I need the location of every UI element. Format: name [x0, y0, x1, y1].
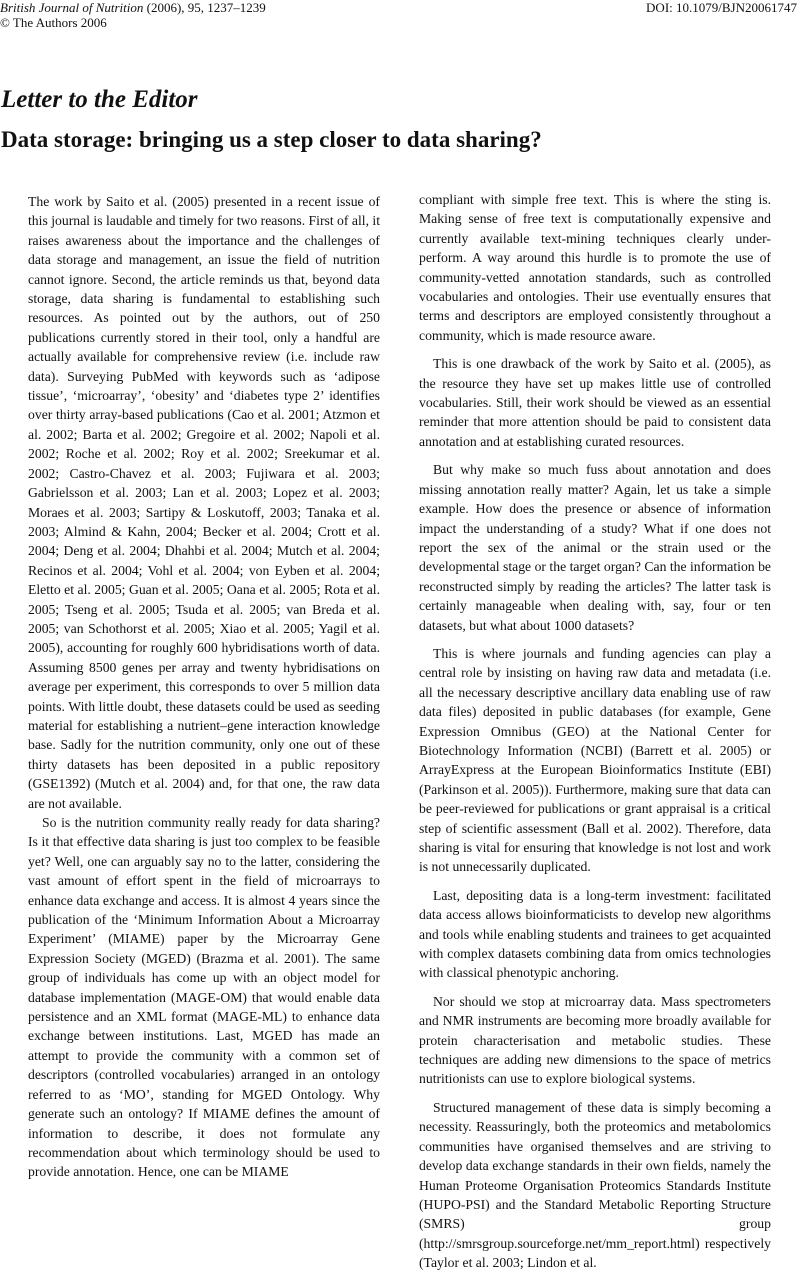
- right-column: [419, 190, 771, 1273]
- paragraph: The work by Saito et al. (2005) presented in a recent issue of this journal is laudable and timely for two reasons. First of all, it raises awareness about the importance and the challenges of data storage and management, an issue the field of nutrition cannot ignore. Second, the article reminds us that, beyond data storage, data sharing is fundamental to establishing such resources. As pointed out by the authors, out of 250 publications currently stored in their tool, only a handful are actually available for comprehensive review (i.e. include raw data). Surveying PubMed with keywords such as ‘adipose tissue’, ‘microarray’, ‘obesity’ and ‘diabetes type 2’ identifies over thirty array-based publications (Cao et al. 2001; Atzmon et al. 2002; Barta et al. 2002; Gregoire et al. 2002; Napoli et al. 2002; Roche et al. 2002; Roy et al. 2002; Sreekumar et al. 2002; Castro-Chavez et al. 2003; Fujiwara et al. 2003; Gabrielsson et al. 2003; Lan et al. 2003; Lopez et al. 2003; Moraes et al. 2003; Sartipy & Loskutoff, 2003; Tanaka et al. 2003; Almind & Kahn, 2004; Becker et al. 2004; Crott et al. 2004; Deng et al. 2004; Dhahbi et al. 2004; Mutch et al. 2004; Recinos et al. 2004; Vohl et al. 2004; von Eyben et al. 2004; Eletto et al. 2005; Guan et al. 2005; Oana et al. 2005; Rota et al. 2005; Tseng et al. 2005; Tsuda et al. 2005; van Breda et al. 2005; van Schothorst et al. 2005; Xiao et al. 2005; Yagil et al. 2005), accounting for roughly 600 hybridisations worth of data. Assuming 8500 genes per array and twenty hybridisations on average per experiment, this corresponds to over 5 million data points. With little doubt, these datasets could be used as seeding material for establishing a nutrient–gene interaction knowledge base. Sadly for the nutrition community, only one out of these thirty datasets has been deposited in a public repository (GSE1392) (Mutch et al. 2004) and, for that one, the raw data are not available.: [28, 194, 381, 811]
- left-column: [28, 192, 380, 1182]
- paragraph: Nor should we stop at microarray data. Mass spectrometers and NMR instruments are becoming more broadly available for protein characterisation and metabolic studies. These techniques are adding new dimensions to the space of metrics nutritionists can use to explore biological systems.: [419, 993, 771, 1087]
- journal-citation: [0, 0, 266, 15]
- paragraph: Last, depositing data is a long-term investment: facilitated data access allows bioinformaticists to develop new algorithms and tools while enabling students and trainees to get acquainted with complex datasets combining data from omics technologies with classical phenotypic anchoring.: [419, 887, 771, 981]
- copyright-notice: © The Authors 2006: [0, 15, 107, 30]
- section-label: Letter to the Editor: [1, 86, 198, 113]
- paragraph: compliant with simple free text. This is where the sting is. Making sense of free text is computationally expensive and currently available text-mining techniques clearly under-perform. A way around this hurdle is to promote the use of community-vetted annotation standards, such as controlled vocabularies and ontologies. Their use eventually ensures that terms and descriptors are employed consistently throughout a community, which is made resource aware.: [419, 192, 771, 343]
- paragraph: So is the nutrition community really ready for data sharing? Is it that effective data sharing is just too complex to be feasible yet? Well, one can arguably say no to the latter, considering the vast amount of effort spent in the field of microarrays to enhance data exchange and access. It is almost 4 years since the publication of the ‘Minimum Information About a Microarray Experiment’ (MIAME) paper by the Microarray Gene Expression Society (MGED) (Brazma et al. 2001). The same group of individuals has come up with an object model for database implementation (MAGE-OM) that would enable data persistence and an XML format (MAGE-ML) to enhance data exchange between institutions. Last, MGED has made an attempt to provide the community with a common set of descriptors (controlled vocabularies) arranged in an ontology referred to as ‘MO’, standing for MGED Ontology. Why generate such an ontology? If MIAME defines the amount of information to describe, it does not formulate any recommendation about which terminology should be used to provide annotation. Hence, one can be MIAME: [28, 815, 380, 1180]
- paragraph: But why make so much fuss about annotation and does missing annotation really matter? Again, let us take a simple example. How does the presence or absence of information impact the understanding of a study? What if one does not report the sex of the animal or the strain used or the developmental stage or the target organ? Can the information be reconstructed simply by reading the articles? The latter task is certainly manageable when dealing with, say, four or ten datasets, but what about 1000 datasets?: [419, 462, 771, 633]
- volume-pages: (2006), 95, 1237–1239: [143, 0, 266, 15]
- paragraph: Structured management of these data is simply becoming a necessity. Reassuringly, both the proteomics and metabolomics communities have organised themselves and are striving to develop data exchange standards in their own fields, namely the Human Proteome Organisation Proteomics Standards Institute (HUPO-PSI) and the Standard Metabolic Reporting Structure (SMRS) group (http://smrsgroup.sourceforge.net/mm_report.html) respectively (Taylor et al. 2003; Lindon et al.: [419, 1099, 771, 1271]
- paragraph: This is where journals and funding agencies can play a central role by insisting on having raw data and metadata (i.e. all the necessary descriptive ancillary data enabling use of raw data files) deposited in public databases (for example, Gene Expression Omnibus (GEO) at the National Center for Biotechnology Information (NCBI) (Barrett et al. 2005) or ArrayExpress at the European Bioinformatics Institute (EBI) (Parkinson et al. 2005)). Furthermore, making sure that data can be peer-reviewed for publications or grant appraisal is a critical step of scientific assessment (Ball et al. 2002). Therefore, data sharing is vital for ensuring that knowledge is not lost and work is not unnecessarily duplicated.: [419, 645, 771, 875]
- running-header: [0, 0, 266, 30]
- journal-name: British Journal of Nutrition: [0, 0, 144, 15]
- doi-label: DOI: 10.1079/BJN20061747: [646, 0, 797, 15]
- article-title: Data storage: bringing us a step closer to data sharing?: [1, 127, 542, 152]
- paragraph: This is one drawback of the work by Saito et al. (2005), as the resource they have set up makes little use of controlled vocabularies. Still, their work should be viewed as an essential reminder that more attention should be paid to consistent data annotation and at establishing curated resources.: [419, 356, 771, 449]
